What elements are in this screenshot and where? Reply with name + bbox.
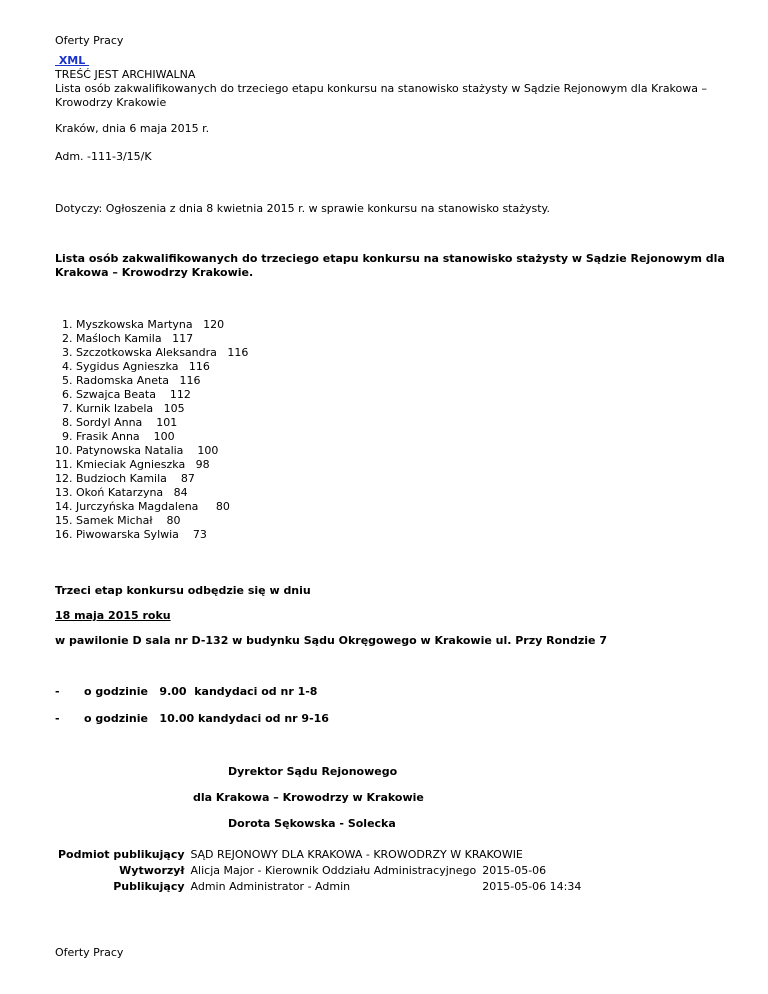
list-item: 13. Okoń Katarzyna 84 bbox=[76, 486, 376, 500]
document-date: Kraków, dnia 6 maja 2015 r. bbox=[55, 122, 210, 135]
signature-office: dla Krakowa – Krowodrzy w Krakowie bbox=[193, 791, 424, 804]
document-title-line: Krowodrzy Krakowie bbox=[55, 96, 167, 109]
document-title bbox=[55, 82, 707, 110]
created-value: Alicja Major - Kierownik Oddziału Administracyjnego bbox=[190, 864, 477, 877]
published-value: Admin Administrator - Admin bbox=[190, 880, 351, 893]
list-heading-line: Krakowa – Krowodrzy Krakowie. bbox=[55, 266, 254, 279]
list-heading bbox=[55, 252, 725, 280]
published-date: 2015-05-06 14:34 bbox=[482, 880, 582, 893]
metadata-table bbox=[55, 847, 584, 895]
publisher-value: SĄD REJONOWY DLA KRAKOWA - KROWODRZY W KRAKOWIE bbox=[190, 848, 523, 861]
document-title-line: Lista osób zakwalifikowanych do trzeciego etapu konkursu na stanowisko stażysty w Sądzie Rejonowym dla Krakowa – bbox=[55, 82, 707, 95]
list-item: 2. Maśloch Kamila 117 bbox=[76, 332, 376, 346]
stage-intro: Trzeci etap konkursu odbędzie się w dniu bbox=[55, 584, 311, 597]
document-reference: Adm. -111-3/15/K bbox=[55, 150, 152, 163]
footer-site-title: Oferty Pracy bbox=[55, 946, 124, 959]
publisher-label: Podmiot publikujący bbox=[58, 848, 185, 861]
signature-name: Dorota Sękowska - Solecka bbox=[228, 817, 396, 830]
list-item: 15. Samek Michał 80 bbox=[76, 514, 376, 528]
document-subject: Dotyczy: Ogłoszenia z dnia 8 kwietnia 2015 r. w sprawie konkursu na stanowisko stażysty. bbox=[55, 202, 550, 215]
list-item: 16. Piwowarska Sylwia 73 bbox=[76, 528, 376, 542]
schedule-dash: - bbox=[55, 712, 60, 725]
archive-note: TREŚĆ JEST ARCHIWALNA bbox=[55, 68, 196, 81]
stage-place: w pawilonie D sala nr D-132 w budynku Sądu Okręgowego w Krakowie ul. Przy Rondzie 7 bbox=[55, 634, 607, 647]
signature-title: Dyrektor Sądu Rejonowego bbox=[228, 765, 398, 778]
table-row bbox=[55, 847, 584, 863]
schedule-dash: - bbox=[55, 685, 60, 698]
list-item: 9. Frasik Anna 100 bbox=[76, 430, 376, 444]
schedule-item: o godzinie 9.00 kandydaci od nr 1-8 bbox=[84, 685, 318, 698]
list-item: 3. Szczotkowska Aleksandra 116 bbox=[76, 346, 376, 360]
list-item: 8. Sordyl Anna 101 bbox=[76, 416, 376, 430]
table-row bbox=[55, 879, 584, 895]
created-label: Wytworzył bbox=[119, 864, 185, 877]
published-label: Publikujący bbox=[113, 880, 185, 893]
list-item: 10. Patynowska Natalia 100 bbox=[76, 444, 376, 458]
xml-link[interactable]: XML bbox=[55, 54, 90, 67]
candidate-list bbox=[55, 318, 376, 542]
list-heading-line: Lista osób zakwalifikowanych do trzeciego etapu konkursu na stanowisko stażysty w Sądzie Rejonowym dla bbox=[55, 252, 725, 265]
created-date: 2015-05-06 bbox=[482, 864, 547, 877]
list-item: 4. Sygidus Agnieszka 116 bbox=[76, 360, 376, 374]
list-item: 1. Myszkowska Martyna 120 bbox=[76, 318, 376, 332]
stage-date: 18 maja 2015 roku bbox=[55, 609, 171, 622]
list-item: 14. Jurczyńska Magdalena 80 bbox=[76, 500, 376, 514]
site-title: Oferty Pracy bbox=[55, 34, 124, 47]
list-item: 12. Budzioch Kamila 87 bbox=[76, 472, 376, 486]
list-item: 11. Kmieciak Agnieszka 98 bbox=[76, 458, 376, 472]
table-row bbox=[55, 863, 584, 879]
list-item: 7. Kurnik Izabela 105 bbox=[76, 402, 376, 416]
list-item: 6. Szwajca Beata 112 bbox=[76, 388, 376, 402]
schedule-item: o godzinie 10.00 kandydaci od nr 9-16 bbox=[84, 712, 329, 725]
list-item: 5. Radomska Aneta 116 bbox=[76, 374, 376, 388]
